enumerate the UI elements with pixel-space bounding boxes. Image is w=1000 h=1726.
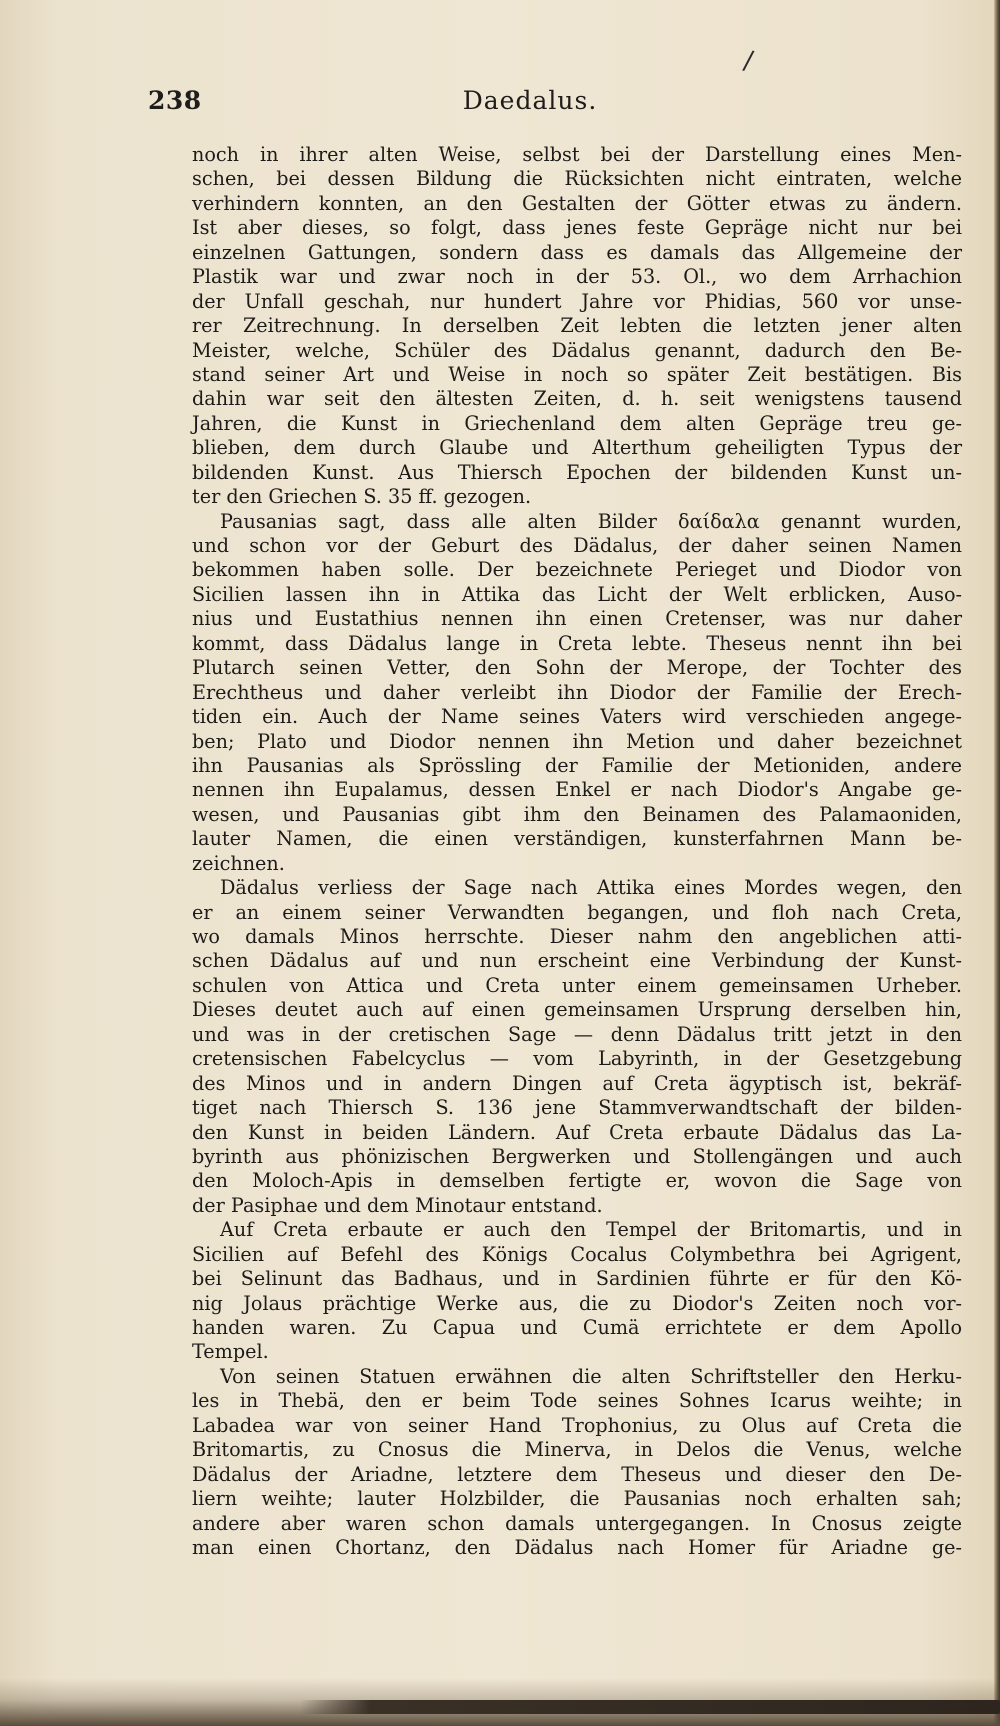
running-head: Daedalus.	[462, 86, 598, 115]
text-line: dahin war seit den ältesten Zeiten, d. h. seit wenigstens tausend	[192, 387, 962, 411]
text-line: kommt, dass Dädalus lange in Creta lebte. Theseus nennt ihn bei	[192, 631, 962, 655]
text-line: Meister, welche, Schüler des Dädalus genannt, dadurch den Be-	[192, 338, 962, 362]
text-line: rer Zeitrechnung. In derselben Zeit lebten die letzten jener alten	[192, 314, 962, 338]
pencil-mark: /	[741, 45, 756, 77]
text-line: schulen von Attica und Creta unter einem gemeinsamen Urheber.	[192, 973, 962, 997]
text-line: nennen ihn Eupalamus, dessen Enkel er nach Diodor's Angabe ge-	[192, 778, 962, 802]
text-line: Sicilien lassen ihn in Attika das Licht der Welt erblicken, Auso-	[192, 582, 962, 606]
text-line: er an einem seiner Verwandten begangen, und floh nach Creta,	[192, 900, 962, 924]
text-line: der Pasiphae und dem Minotaur entstand.	[192, 1193, 603, 1217]
text-line: und was in der cretischen Sage — denn Dädalus tritt jetzt in den	[192, 1022, 962, 1046]
body-text	[192, 143, 962, 1560]
text-line: und schon vor der Geburt des Dädalus, der daher seinen Namen	[192, 534, 962, 557]
text-line: noch in ihrer alten Weise, selbst bei der Darstellung eines Men-	[192, 143, 962, 166]
text-line: nig Jolaus prächtige Werke aus, die zu Diodor's Zeiten noch vor-	[192, 1291, 962, 1315]
text-line: den Kunst in beiden Ländern. Auf Creta erbaute Dädalus das La-	[192, 1120, 962, 1144]
text-line: Jahren, die Kunst in Griechenland dem alten Gepräge treu ge-	[192, 411, 962, 435]
text-line: cretensischen Fabelcyclus — vom Labyrinth, in der Gesetzgebung	[192, 1047, 962, 1071]
text-line: andere aber waren schon damals untergegangen. In Cnosus zeigte	[192, 1511, 962, 1535]
text-line: tiden ein. Auch der Name seines Vaters wird verschieden angege-	[192, 705, 962, 729]
text-line: Erechtheus und daher verleibt ihn Diodor der Familie der Erech-	[192, 680, 962, 704]
text-line: byrinth aus phönizischen Bergwerken und Stollengängen und auch	[192, 1144, 962, 1168]
text-line: ter den Griechen S. 35 ff. gezogen.	[192, 485, 532, 509]
text-line: Plastik war und zwar noch in der 53. Ol., wo dem Arrhachion	[192, 265, 962, 289]
text-line: tiget nach Thiersch S. 136 jene Stammverwandtschaft der bilden-	[192, 1096, 962, 1120]
text-line: Britomartis, zu Cnosus die Minerva, in Delos die Venus, welche	[192, 1438, 962, 1462]
text-line: Ist aber dieses, so folgt, dass jenes feste Gepräge nicht nur bei	[192, 216, 962, 240]
text-line: man einen Chortanz, den Dädalus nach Homer für Ariadne ge-	[192, 1535, 962, 1559]
binding-shadow	[300, 1700, 1000, 1714]
text-line: nius und Eustathius nennen ihn einen Cretenser, was nur daher	[192, 607, 962, 631]
text-line: Labadea war von seiner Hand Trophonius, zu Olus auf Creta die	[192, 1413, 962, 1437]
text-line: einzelnen Gattungen, sondern dass es damals das Allgemeine der	[192, 240, 962, 264]
text-line: Auf Creta erbaute er auch den Tempel der Britomartis, und in	[220, 1218, 962, 1242]
text-line: Plutarch seinen Vetter, den Sohn der Merope, der Tochter des	[192, 656, 962, 680]
text-line: ben; Plato und Diodor nennen ihn Metion und daher bezeichnet	[192, 729, 962, 753]
text-line: wesen, und Pausanias gibt ihm den Beinamen des Palamaoniden,	[192, 802, 962, 826]
text-line: den Moloch-Apis in demselben fertigte er, wovon die Sage von	[192, 1169, 962, 1193]
text-line: handen waren. Zu Capua und Cumä errichtete er dem Apollo	[192, 1316, 962, 1339]
text-line: Tempel.	[192, 1340, 269, 1364]
text-line: Dieses deutet auch auf einen gemeinsamen Ursprung derselben hin,	[192, 998, 962, 1022]
text-line: stand seiner Art und Weise in noch so später Zeit bestätigen. Bis	[192, 362, 962, 386]
text-line: blieben, dem durch Glaube und Alterthum geheiligten Typus der	[192, 436, 962, 460]
text-line: Sicilien auf Befehl des Königs Cocalus Colymbethra bei Agrigent,	[192, 1242, 962, 1266]
text-line: les in Thebä, den er beim Tode seines Sohnes Icarus weihte; in	[192, 1389, 962, 1413]
text-line: schen, bei dessen Bildung die Rücksichten nicht eintraten, welche	[192, 167, 962, 191]
text-line: liern weihte; lauter Holzbilder, die Pausanias noch erhalten sah;	[192, 1487, 962, 1511]
text-line: Dädalus verliess der Sage nach Attika eines Mordes wegen, den	[220, 876, 962, 900]
text-line: lauter Namen, die einen verständigen, kunsterfahrnen Mann be-	[192, 827, 962, 851]
text-line: bekommen haben solle. Der bezeichnete Perieget und Diodor von	[192, 558, 962, 582]
text-line: Von seinen Statuen erwähnen die alten Schriftsteller den Herku-	[220, 1364, 962, 1388]
page-number: 238	[148, 86, 202, 115]
page-edge	[994, 0, 1000, 1726]
text-line: bei Selinunt das Badhaus, und in Sardinien führte er für den Kö-	[192, 1267, 962, 1291]
text-line: zeichnen.	[192, 851, 285, 875]
text-line: des Minos und in andern Dingen auf Creta ägyptisch ist, bekräf-	[192, 1071, 962, 1095]
text-line: Dädalus der Ariadne, letztere dem Theseus und dieser den De-	[192, 1462, 962, 1486]
text-line: bildenden Kunst. Aus Thiersch Epochen der bildenden Kunst un-	[192, 460, 962, 484]
text-line: der Unfall geschah, nur hundert Jahre vor Phidias, 560 vor unse-	[192, 289, 962, 313]
text-line: ihn Pausanias als Sprössling der Familie der Metioniden, andere	[192, 753, 962, 777]
text-line: Pausanias sagt, dass alle alten Bilder δαίδαλα genannt wurden,	[220, 509, 962, 533]
text-line: wo damals Minos herrschte. Dieser nahm den angeblichen atti-	[192, 925, 962, 948]
text-line: verhindern konnten, an den Gestalten der Götter etwas zu ändern.	[192, 191, 962, 215]
text-line: schen Dädalus auf und nun erscheint eine Verbindung der Kunst-	[192, 949, 962, 973]
